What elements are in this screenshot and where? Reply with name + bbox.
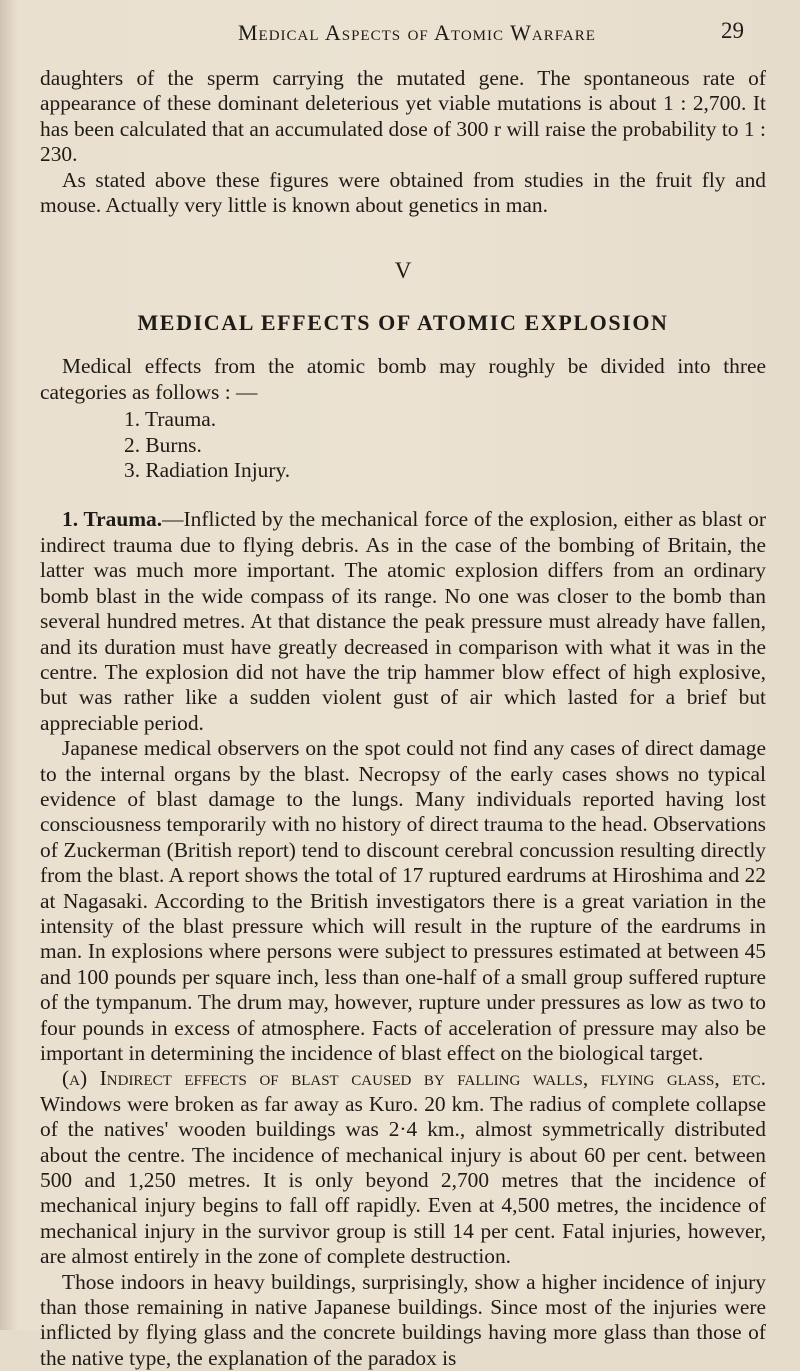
- section-number: V: [394, 258, 412, 284]
- trauma-paragraph: [40, 507, 766, 736]
- page-number: 29: [721, 18, 744, 43]
- indirect-effects-text: Windows were broken as far away as Kuro. 20 km. The radius of complete collapse of the natives' wooden buildings was 2·4 km., almost symmetrically distributed about the centre. The incidence of mechanical injury is about 60 per cent. between 500 and 1,250 metres. It is only beyond 2,700 metres that the incidence of mechanical injury begins to fall off rapidly. Even at 4,500 metres, the incidence of mechanical injury in the survivor group is still 14 per cent. Fatal injuries, however, are almost entirely in the zone of complete destruction.: [40, 1091, 766, 1269]
- trauma-text: —Inflicted by the mechanical force of the explosion, either as blast or indirect trauma due to flying debris. As in the case of the bombing of Britain, the latter was much more important. The atomic explosion differs from an ordinary bomb blast in the wide compass of its range. No one was closer to the bomb than several hundred metres. At that distance the peak pressure must already have fallen, and its duration must have greatly decreased in comparison with what it was in the centre. The explosion did not have the trip hammer blow effect of high explosive, but was rather like a sudden violent gust of air which lasted for a brief but appreciable period.: [40, 507, 766, 735]
- intro-paragraph: As stated above these figures were obtained from studies in the fruit fly and mouse. Actually very little is known about genetics in man.: [40, 167, 766, 218]
- categories-list: [40, 407, 766, 483]
- running-title: Medical Aspects of Atomic Warfare: [238, 20, 596, 45]
- category-item: 1. Trauma.: [124, 407, 217, 432]
- section-title: MEDICAL EFFECTS OF ATOMIC EXPLOSION: [137, 310, 669, 336]
- indirect-effects-paragraph: [40, 1066, 766, 1269]
- trauma-heading: 1. Trauma.: [62, 507, 163, 532]
- category-item: 2. Burns.: [124, 432, 202, 457]
- indirect-effects-paragraph-2: Those indoors in heavy buildings, surprisingly, show a higher incidence of injury than those remaining in native Japanese buildings. Since most of the injuries were inflicted by flying glass and the concrete buildings having more glass than those of the native type, the explanation of the paradox is: [40, 1269, 766, 1370]
- intro-paragraph: daughters of the sperm carrying the mutated gene. The spontaneous rate of appearance of these dominant deleterious yet viable mutations is about 1 : 2,700. It has been calculated that an accumulated dose of 300 r will raise the probability to 1 : 230.: [40, 66, 766, 167]
- running-header: [40, 0, 766, 66]
- section-lead-paragraph: Medical effects from the atomic bomb may roughly be divided into three categories as follows : —: [40, 354, 766, 404]
- category-item: 3. Radiation Injury.: [124, 458, 291, 483]
- indirect-effects-heading: (a) Indirect effects of blast caused by falling walls, flying glass, etc.: [62, 1066, 766, 1091]
- trauma-paragraph-2: Japanese medical observers on the spot could not find any cases of direct damage to the internal organs by the blast. Necropsy of the early cases shows no typical evidence of blast damage to the lungs. Many individuals reported having lost consciousness temporarily with no history of direct trauma to the head. Observations of Zuckerman (British report) tend to discount cerebral concussion resulting directly from the blast. A report shows the total of 17 ruptured eardrums at Hiroshima and 22 at Nagasaki. According to the British investigators there is a great variation in the intensity of the blast pressure which will result in the rupture of the eardrums in man. In explosions where persons were subject to pressures estimated at between 45 and 100 pounds per square inch, less than one-half of a small group suffered rupture of the tympanum. The drum may, however, rupture under pressures as low as two to four pounds in excess of atmosphere. Facts of acceleration of pressure may also be important in determining the incidence of blast effect on the biological target.: [40, 736, 766, 1065]
